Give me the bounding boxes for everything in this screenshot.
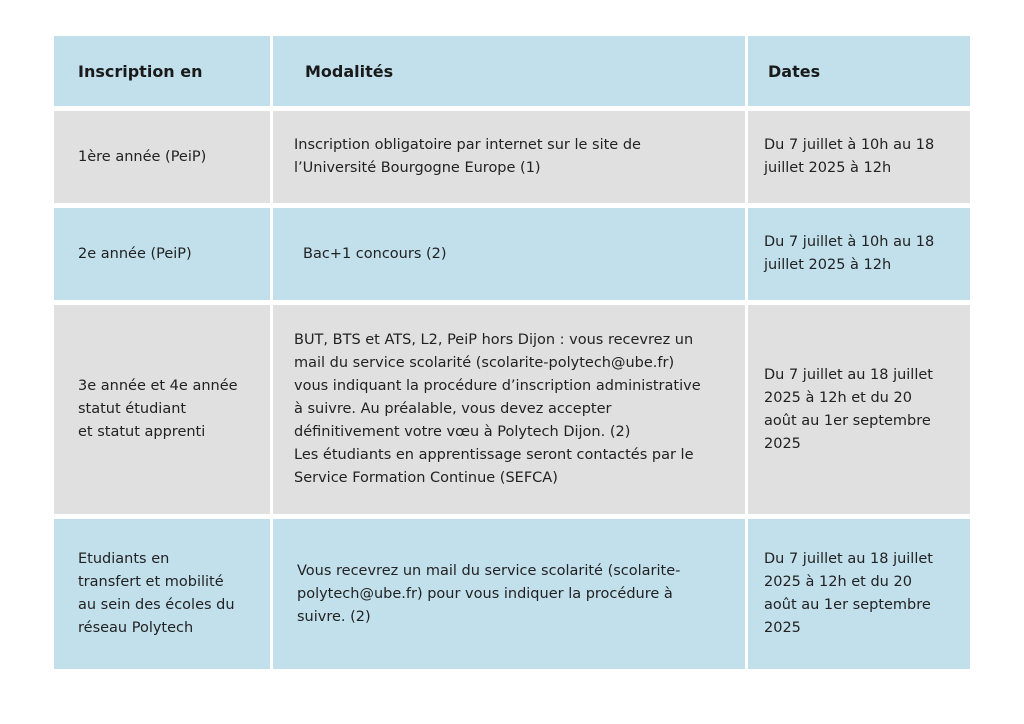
row-1-dates: Du 7 juillet à 10h au 18 juillet 2025 à 12h — [748, 111, 970, 203]
row-3-inscription: 3e année et 4e année statut étudiant et statut apprenti — [54, 305, 270, 514]
row-3-dates: Du 7 juillet au 18 juillet 2025 à 12h et du 20 août au 1er septembre 2025 — [748, 305, 970, 514]
header-modalites: Modalités — [273, 36, 745, 106]
header-inscription: Inscription en — [54, 36, 270, 106]
row-2-inscription: 2e année (PeiP) — [54, 208, 270, 300]
row-4-inscription: Etudiants en transfert et mobilité au sein des écoles du réseau Polytech — [54, 519, 270, 669]
row-2-modalites: Bac+1 concours (2) — [273, 208, 745, 300]
row-1-inscription: 1ère année (PeiP) — [54, 111, 270, 203]
row-1-modalites: Inscription obligatoire par internet sur le site de l’Université Bourgogne Europe (1) — [273, 111, 745, 203]
row-3-modalites: BUT, BTS et ATS, L2, PeiP hors Dijon : vous recevrez un mail du service scolarité (scolarite-polytech@ube.fr) vous indiquant la procédure d’inscription administrative à suivre. Au préalable, vous devez accepter définitivement votre vœu à Polytech Dijon. (2) Les étudiants en apprentissage seront contactés par le Service Formation Continue (SEFCA) — [273, 305, 745, 514]
row-4-dates: Du 7 juillet au 18 juillet 2025 à 12h et du 20 août au 1er septembre 2025 — [748, 519, 970, 669]
registration-table — [54, 36, 970, 669]
row-2-dates: Du 7 juillet à 10h au 18 juillet 2025 à 12h — [748, 208, 970, 300]
header-dates: Dates — [748, 36, 970, 106]
row-4-modalites: Vous recevrez un mail du service scolarité (scolarite- polytech@ube.fr) pour vous indiquer la procédure à suivre. (2) — [273, 519, 745, 669]
